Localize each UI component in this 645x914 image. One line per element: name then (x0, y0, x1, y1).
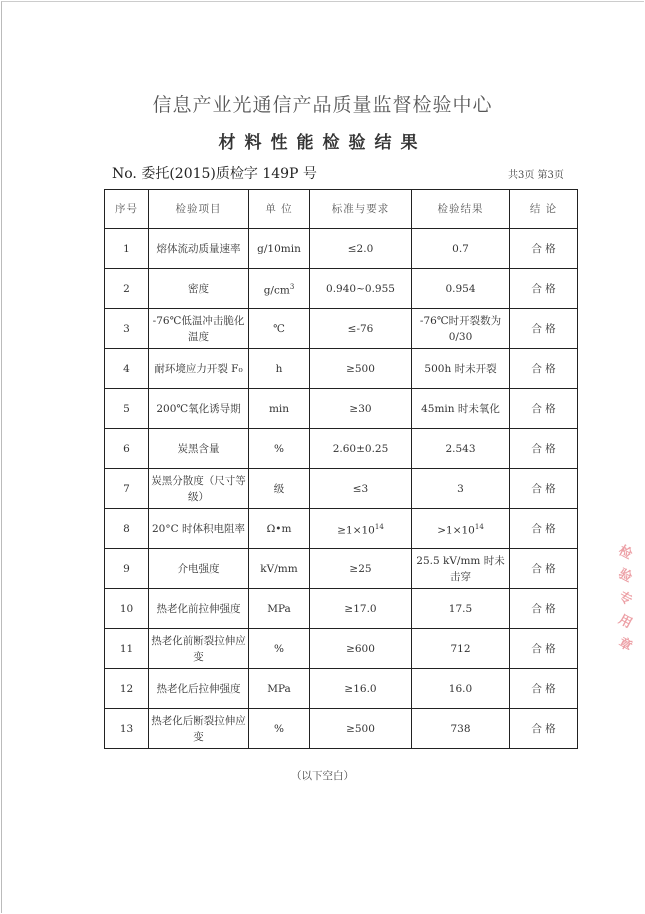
cell-result (412, 269, 510, 309)
cell-item-text: 200℃氧化诱导期 (156, 402, 241, 415)
cell-standard (310, 429, 412, 469)
cell-item-text: 热老化后拉伸强度 (156, 682, 241, 695)
cell-item-text: 热老化后断裂拉伸应变 (151, 714, 246, 743)
cell-unit-text: Ω•m (266, 522, 292, 535)
cell-item-text: 熔体流动质量速率 (156, 242, 241, 255)
cell-item-text: -76℃低温冲击脆化温度 (152, 314, 245, 343)
table-row (105, 469, 578, 509)
cell-standard-text: ≥1×10 (337, 524, 375, 537)
cell-unit-text: % (274, 722, 284, 735)
cell-conclusion-text: 合 格 (531, 442, 556, 455)
blank-note: （以下空白） (291, 770, 354, 782)
cell-no (105, 709, 149, 749)
cell-no (105, 549, 149, 589)
cell-no (105, 229, 149, 269)
cell-standard-text: ≥25 (349, 562, 372, 575)
cell-result (412, 589, 510, 629)
cell-result-text: 500h 时未开裂 (424, 362, 497, 375)
cell-standard-text: ≤3 (352, 482, 369, 495)
cell-result (412, 669, 510, 709)
cell-unit-text: MPa (267, 682, 291, 695)
cell-result-text: 25.5 kV/mm 时未击穿 (416, 554, 505, 583)
table-row (105, 309, 578, 349)
cell-result-text: 0.954 (445, 282, 476, 295)
cell-standard-text: ≤2.0 (347, 242, 374, 255)
cell-conclusion-text: 合 格 (531, 682, 556, 695)
cell-conclusion-text: 合 格 (531, 402, 556, 415)
cell-item (149, 589, 249, 629)
cell-conclusion-text: 合 格 (531, 522, 556, 535)
cell-no-text: 2 (123, 282, 130, 295)
cell-unit-text: % (274, 642, 284, 655)
cell-no-text: 5 (123, 402, 130, 415)
cell-result-text: 45min 时未氧化 (421, 402, 500, 415)
cell-no (105, 389, 149, 429)
cell-no (105, 629, 149, 669)
cell-unit-text: kV/mm (260, 562, 298, 575)
cell-standard (310, 309, 412, 349)
cell-standard (310, 269, 412, 309)
header-standard: 标准与要求 (310, 190, 412, 229)
cell-conclusion-text: 合 格 (531, 362, 556, 375)
table-row (105, 389, 578, 429)
cell-standard-text: ≥17.0 (344, 602, 377, 615)
cell-item-text: 20°C 时体积电阻率 (152, 522, 245, 535)
table-row (105, 669, 578, 709)
cell-result-text: 16.0 (448, 682, 473, 695)
header-item: 检验项目 (149, 190, 249, 229)
cell-standard-superscript: 14 (374, 522, 384, 531)
cell-no-text: 4 (123, 362, 130, 375)
cell-conclusion (510, 469, 578, 509)
cell-conclusion (510, 669, 578, 709)
table-row (105, 629, 578, 669)
cell-standard (310, 509, 412, 549)
cell-item-text: 热老化前断裂拉伸应变 (151, 634, 246, 663)
cell-no-text: 8 (123, 522, 130, 535)
cell-standard-text: ≤-76 (347, 322, 374, 335)
cell-no-text: 10 (119, 602, 134, 615)
cell-item-text: 耐环境应力开裂 F₀ (154, 362, 243, 375)
cell-result-text: 0.7 (452, 242, 469, 255)
header-no: 序号 (105, 190, 149, 229)
table-row (105, 229, 578, 269)
inspection-stamp: 检 验 专 用 章 (615, 543, 635, 655)
cell-conclusion-text: 合 格 (531, 722, 556, 735)
cell-standard-text: ≥500 (346, 362, 375, 375)
cell-unit-text: 级 (273, 482, 285, 495)
cell-conclusion (510, 509, 578, 549)
cell-item (149, 509, 249, 549)
cell-no-text: 9 (123, 562, 130, 575)
cell-unit (249, 429, 310, 469)
table-row (105, 269, 578, 309)
cell-standard (310, 589, 412, 629)
cell-unit (249, 509, 310, 549)
cell-result-text: >1×10 (437, 524, 475, 537)
cell-item (149, 469, 249, 509)
cell-result-text: 3 (457, 482, 464, 495)
header-unit: 单 位 (249, 190, 310, 229)
cell-standard (310, 709, 412, 749)
cell-unit (249, 589, 310, 629)
cell-result (412, 309, 510, 349)
cell-unit (249, 469, 310, 509)
cell-standard-text: ≥500 (346, 722, 375, 735)
org-title: 信息产业光通信产品质量监督检验中心 (152, 94, 493, 116)
cell-result (412, 629, 510, 669)
table-row (105, 549, 578, 589)
cell-result (412, 429, 510, 469)
cell-unit-text: % (274, 442, 284, 455)
cell-conclusion (510, 589, 578, 629)
cell-unit (249, 669, 310, 709)
cell-item (149, 349, 249, 389)
cell-item-text: 炭黑分散度（尺寸等级） (151, 474, 246, 503)
cell-conclusion-text: 合 格 (531, 322, 556, 335)
cell-standard-text: 2.60±0.25 (332, 442, 389, 455)
table-row (105, 709, 578, 749)
header-result: 检验结果 (412, 190, 510, 229)
cell-no-text: 1 (123, 242, 130, 255)
cell-conclusion (510, 709, 578, 749)
cell-standard (310, 669, 412, 709)
cell-standard-text: ≥600 (346, 642, 375, 655)
cell-result (412, 229, 510, 269)
cell-conclusion-text: 合 格 (531, 482, 556, 495)
cell-standard-text: ≥16.0 (344, 682, 377, 695)
cell-no-text: 3 (123, 322, 130, 335)
cell-standard (310, 229, 412, 269)
cell-result (412, 549, 510, 589)
cell-result-text: 2.543 (445, 442, 476, 455)
cell-unit (249, 549, 310, 589)
doc-number: No. 委托(2015)质检字 149P 号 (112, 166, 317, 182)
cell-unit-text: g/cm (263, 284, 290, 297)
cell-standard (310, 389, 412, 429)
cell-unit (249, 389, 310, 429)
cell-item (149, 309, 249, 349)
cell-result (412, 389, 510, 429)
cell-item-text: 介电强度 (177, 562, 220, 575)
cell-conclusion (510, 269, 578, 309)
cell-conclusion (510, 349, 578, 389)
cell-result (412, 509, 510, 549)
cell-no-text: 7 (123, 482, 130, 495)
cell-no (105, 469, 149, 509)
cell-conclusion-text: 合 格 (531, 562, 556, 575)
cell-result-text: -76℃时开裂数为0/30 (419, 314, 502, 343)
cell-item (149, 429, 249, 469)
cell-unit-text: h (275, 362, 283, 375)
cell-no (105, 309, 149, 349)
cell-conclusion-text: 合 格 (531, 642, 556, 655)
cell-conclusion-text: 合 格 (531, 242, 556, 255)
cell-conclusion-text: 合 格 (531, 602, 556, 615)
cell-no-text: 13 (119, 722, 134, 735)
cell-unit-text: g/10min (257, 242, 301, 255)
cell-unit-text: min (268, 402, 290, 415)
cell-no (105, 349, 149, 389)
cell-conclusion (510, 389, 578, 429)
cell-item-text: 热老化前拉伸强度 (156, 602, 241, 615)
cell-no (105, 509, 149, 549)
cell-unit (249, 229, 310, 269)
cell-no-text: 12 (119, 682, 134, 695)
cell-result-text: 712 (450, 642, 471, 655)
cell-item (149, 389, 249, 429)
cell-unit (249, 709, 310, 749)
cell-no (105, 669, 149, 709)
table-row (105, 349, 578, 389)
cell-no (105, 269, 149, 309)
cell-no (105, 429, 149, 469)
cell-unit-text: ℃ (273, 322, 285, 335)
cell-conclusion (510, 309, 578, 349)
cell-item-text: 密度 (188, 282, 209, 295)
cell-no-text: 6 (123, 442, 130, 455)
cell-standard-text: 0.940~0.955 (326, 282, 395, 295)
cell-result-text: 17.5 (448, 602, 473, 615)
table-row (105, 509, 578, 549)
doc-title: 材料性能检验结果 (218, 133, 427, 153)
header-conclusion: 结 论 (510, 190, 578, 229)
table-row (105, 589, 578, 629)
cell-standard (310, 469, 412, 509)
cell-result (412, 349, 510, 389)
cell-standard-text: ≥30 (349, 402, 372, 415)
cell-result (412, 469, 510, 509)
table-row (105, 429, 578, 469)
cell-unit (249, 309, 310, 349)
cell-item (149, 669, 249, 709)
cell-conclusion (510, 429, 578, 469)
cell-item (149, 229, 249, 269)
cell-conclusion-text: 合 格 (531, 282, 556, 295)
cell-standard (310, 349, 412, 389)
cell-item (149, 629, 249, 669)
page-info: 共3页 第3页 (508, 170, 564, 181)
cell-result-superscript: 14 (474, 522, 484, 531)
cell-unit (249, 629, 310, 669)
cell-conclusion (510, 549, 578, 589)
cell-result-text: 738 (450, 722, 471, 735)
cell-item (149, 269, 249, 309)
table-header-row (105, 190, 578, 229)
cell-unit-text: MPa (267, 602, 291, 615)
cell-standard (310, 629, 412, 669)
cell-result (412, 709, 510, 749)
cell-item (149, 549, 249, 589)
cell-no-text: 11 (119, 642, 134, 655)
cell-item-text: 炭黑含量 (177, 442, 220, 455)
cell-conclusion (510, 629, 578, 669)
cell-unit (249, 349, 310, 389)
results-table (104, 189, 578, 749)
cell-unit-superscript: 3 (289, 282, 295, 291)
cell-unit (249, 269, 310, 309)
cell-item (149, 709, 249, 749)
cell-conclusion (510, 229, 578, 269)
cell-standard (310, 549, 412, 589)
cell-no (105, 589, 149, 629)
